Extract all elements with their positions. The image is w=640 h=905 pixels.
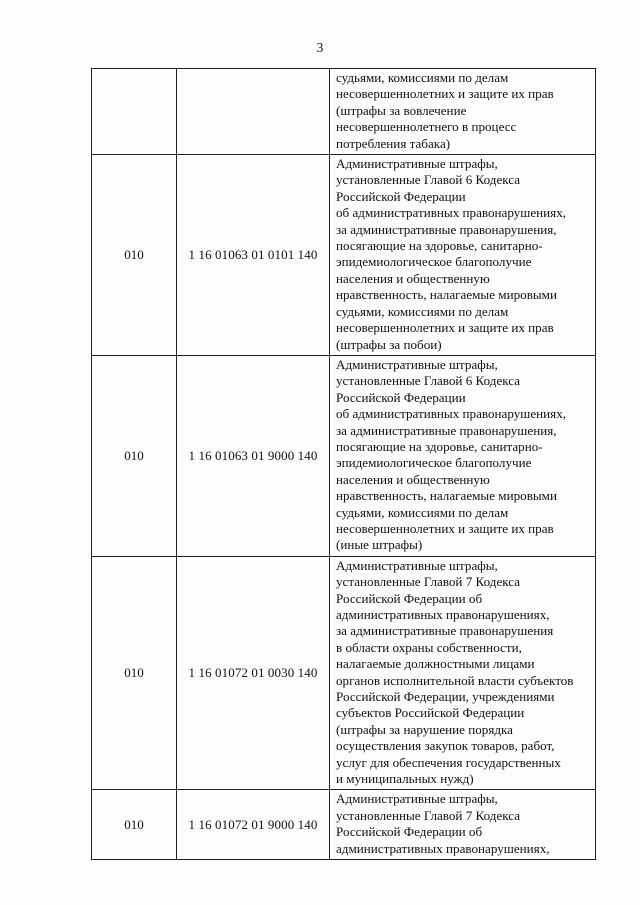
description-line: (штрафы за вовлечение	[336, 102, 467, 118]
kbk-code-cell: 1 16 01072 01 9000 140	[177, 790, 330, 860]
description-line: Административные штрафы,	[336, 356, 498, 372]
admin-code-cell	[92, 69, 177, 155]
description-line: установленные Главой 7 Кодекса	[336, 574, 521, 590]
description-line: несовершеннолетних и защите их прав	[336, 320, 554, 336]
description-line: нравственность, налагаемые мировыми	[336, 287, 557, 303]
description-line: Российской Федерации об	[336, 824, 483, 840]
kbk-code-cell: 1 16 01063 01 0101 140	[177, 155, 330, 356]
description-line: Административные штрафы,	[336, 791, 498, 807]
description-line: Российской Федерации	[336, 389, 466, 405]
description-line: осуществления закупок товаров, работ,	[336, 738, 555, 754]
description-cell	[330, 69, 596, 155]
table-row	[92, 790, 596, 860]
description-line: за административные правонарушения,	[336, 422, 557, 438]
page-number: 3	[316, 40, 324, 55]
table-row	[92, 355, 596, 556]
description-line: об административных правонарушениях,	[336, 205, 567, 221]
description-line: (иные штрафы)	[336, 537, 423, 553]
table-row	[92, 556, 596, 790]
description-line: посягающие на здоровье, санитарно-	[336, 438, 543, 454]
description-line: в области охраны собственности,	[336, 639, 522, 655]
admin-code-cell: 010	[92, 790, 177, 860]
description-line: несовершеннолетних и защите их прав	[336, 520, 554, 536]
kbk-code-cell: 1 16 01072 01 0030 140	[177, 556, 330, 790]
description-line: налагаемые должностными лицами	[336, 656, 535, 672]
admin-code-cell: 010	[92, 355, 177, 556]
description-line: органов исполнительной власти субъектов	[336, 672, 574, 688]
kbk-code-cell	[177, 69, 330, 155]
description-line: установленные Главой 6 Кодекса	[336, 373, 521, 389]
description-line: несовершеннолетнего в процесс	[336, 119, 517, 135]
description-line: эпидемиологическое благополучие	[336, 455, 532, 471]
description-line: Российской Федерации, учреждениями	[336, 689, 555, 705]
table-row	[92, 69, 596, 155]
description-line: и муниципальных нужд)	[336, 771, 474, 787]
description-line: (штрафы за нарушение порядка	[336, 721, 513, 737]
description-line: субъектов Российской Федерации	[336, 705, 525, 721]
description-line: судьями, комиссиями по делам	[336, 70, 509, 85]
description-line: судьями, комиссиями по делам	[336, 504, 509, 520]
description-line: за административные правонарушения,	[336, 221, 557, 237]
description-line: административных правонарушениях,	[336, 607, 550, 622]
description-line: услуг для обеспечения государственных	[336, 754, 561, 770]
admin-code-cell: 010	[92, 556, 177, 790]
description-line: нравственность, налагаемые мировыми	[336, 488, 557, 504]
description-line: (штрафы за побои)	[336, 336, 442, 352]
description-cell	[330, 355, 596, 556]
description-line: населения и общественную	[336, 270, 490, 286]
description-line: установленные Главой 6 Кодекса	[336, 172, 521, 188]
admin-code-cell: 010	[92, 155, 177, 356]
table-row	[92, 155, 596, 356]
description-line: Российской Федерации	[336, 188, 466, 204]
description-line: населения и общественную	[336, 471, 490, 487]
budget-revenue-table	[91, 68, 596, 860]
description-line: потребления табака)	[336, 135, 451, 151]
description-line: Российской Федерации об	[336, 590, 483, 606]
description-line: административных правонарушениях,	[336, 840, 550, 856]
description-line: за административные правонарушения	[336, 623, 554, 639]
description-line: посягающие на здоровье, санитарно-	[336, 238, 543, 254]
kbk-code-cell: 1 16 01063 01 9000 140	[177, 355, 330, 556]
description-line: судьями, комиссиями по делам	[336, 303, 509, 319]
description-line: несовершеннолетних и защите их прав	[336, 86, 554, 102]
description-line: установленные Главой 7 Кодекса	[336, 807, 521, 823]
description-line: Административные штрафы,	[336, 557, 498, 573]
description-line: об административных правонарушениях,	[336, 406, 567, 422]
description-line: Административные штрафы,	[336, 156, 498, 172]
description-cell	[330, 155, 596, 356]
description-cell	[330, 790, 596, 860]
description-line: эпидемиологическое благополучие	[336, 254, 532, 270]
description-cell	[330, 556, 596, 790]
